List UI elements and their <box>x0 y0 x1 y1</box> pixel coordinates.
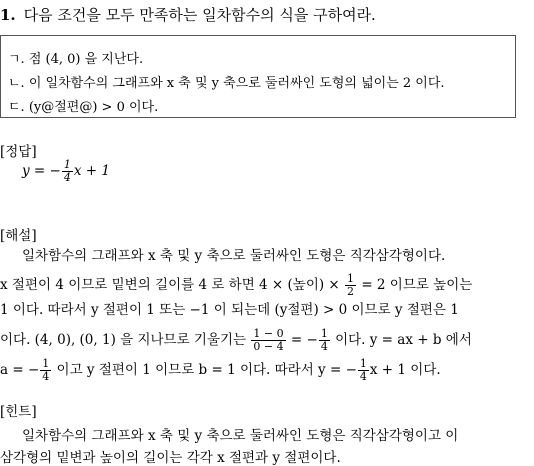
a-frac-num: 1 <box>42 357 50 370</box>
final-frac-den: 4 <box>359 370 367 383</box>
final-frac-num: 1 <box>359 357 367 370</box>
answer-suffix: x + 1 <box>73 163 110 179</box>
slope-fraction <box>251 328 285 353</box>
a-fraction <box>40 358 51 383</box>
half-fraction <box>345 273 356 298</box>
explanation-line-5c: x + 1 이다. <box>369 362 441 378</box>
explanation-line-4b: = − <box>286 332 318 348</box>
answer-frac-den: 4 <box>63 171 71 184</box>
a-frac-den: 4 <box>42 370 50 383</box>
explanation-label: [해설] <box>0 228 37 244</box>
answer-formula <box>22 159 110 184</box>
explanation-line-5b: 이고 y 절편이 1 이므로 b = 1 이다. 따라서 y = − <box>52 362 357 378</box>
explanation-line-4 <box>0 328 472 353</box>
hint-line-2: 삼각형의 밑변과 높이의 길이는 각각 x 절편과 y 절편이다. <box>0 450 341 466</box>
answer-prefix: y = − <box>22 163 61 179</box>
slope-frac-num: 1 − 0 <box>253 327 284 340</box>
final-fraction <box>358 358 369 383</box>
problem-number: 1. <box>0 6 16 24</box>
half-frac-den: 2 <box>347 285 355 298</box>
slope-frac-den: 0 − 4 <box>253 340 284 353</box>
answer-label: [정답] <box>0 144 37 160</box>
problem-statement <box>0 4 376 25</box>
problem-text: 다음 조건을 모두 만족하는 일차함수의 식을 구하여라. <box>23 6 376 24</box>
explanation-line-4a: 이다. (4, 0), (0, 1) 을 지나므로 기울기는 <box>0 332 251 348</box>
slope-result-fraction <box>319 328 330 353</box>
explanation-line-1: 일차함수의 그래프와 x 축 및 y 축으로 둘러싸인 도형은 직각삼각형이다. <box>22 248 446 264</box>
slope-result-den: 4 <box>320 340 328 353</box>
answer-frac-num: 1 <box>63 158 71 171</box>
explanation-line-5a: a = − <box>0 362 40 378</box>
conditions-box <box>0 35 516 118</box>
slope-result-num: 1 <box>320 327 328 340</box>
condition-1: ㄱ. 점 (4, 0) 을 지난다. <box>8 52 144 67</box>
explanation-line-2a: x 절편이 4 이므로 밑변의 길이를 4 로 하면 4 × (높이) × <box>0 277 345 293</box>
answer-fraction <box>62 159 73 184</box>
explanation-line-5 <box>0 358 441 383</box>
explanation-line-3: 1 이다. 따라서 y 절편이 1 또는 −1 이 되는데 (y절편) > 0 이므로 y 절편은 1 <box>0 302 459 318</box>
explanation-line-2 <box>0 273 472 298</box>
hint-label: [힌트] <box>0 404 37 420</box>
condition-2: ㄴ. 이 일차함수의 그래프와 x 축 및 y 축으로 둘러싸인 도형의 넓이는 2 이다. <box>8 76 445 91</box>
explanation-line-2b: = 2 이므로 높이는 <box>357 277 473 293</box>
half-frac-num: 1 <box>347 272 355 285</box>
explanation-line-4c: 이다. y = ax + b 에서 <box>330 332 472 348</box>
hint-line-1: 일차함수의 그래프와 x 축 및 y 축으로 둘러싸인 도형은 직각삼각형이고 이 <box>22 428 459 444</box>
condition-3: ㄷ. (y@절편@) > 0 이다. <box>8 100 159 115</box>
